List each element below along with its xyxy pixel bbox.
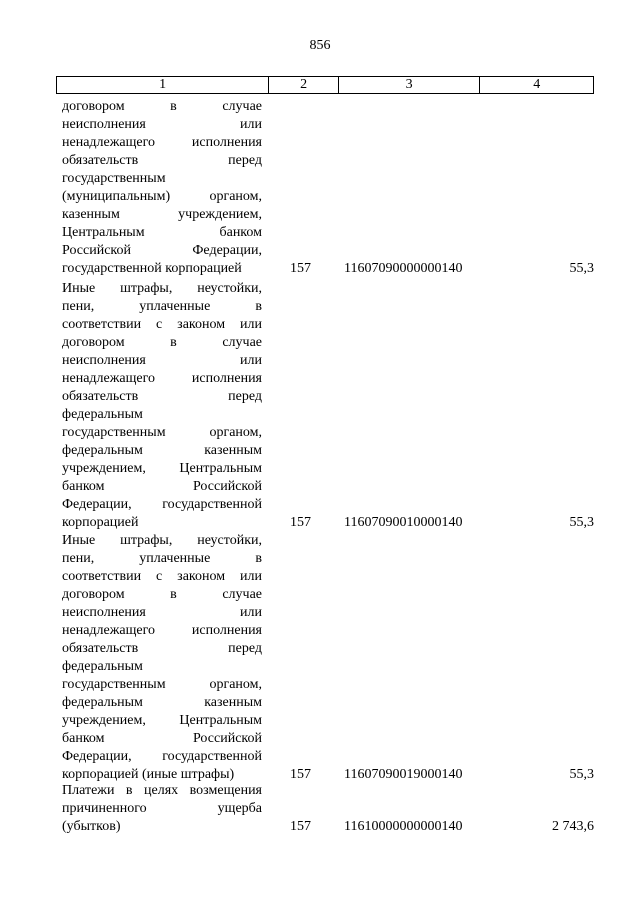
amount-cell: 55,3 — [569, 767, 594, 782]
description-line: соответствии с законом или — [62, 569, 262, 584]
description-line: причиненного ущерба — [62, 801, 262, 816]
kbk-cell: 11607090000000140 — [344, 261, 463, 276]
kbk-cell: 11607090019000140 — [344, 767, 463, 782]
header-col-3: 3 — [338, 77, 479, 93]
description-line: государственным органом, — [62, 677, 262, 692]
code-cell: 157 — [290, 261, 311, 276]
header-col-2: 2 — [268, 77, 338, 93]
code-cell: 157 — [290, 819, 311, 834]
code-cell: 157 — [290, 515, 311, 530]
description-line: казенным учреждением, — [62, 207, 262, 222]
description-line: ненадлежащего исполнения — [62, 135, 262, 150]
amount-cell: 55,3 — [569, 515, 594, 530]
description-line: неисполнения или — [62, 353, 262, 368]
description-line: банком Российской — [62, 479, 262, 494]
description-line: федеральным казенным — [62, 443, 262, 458]
description-line: федеральным — [62, 407, 143, 422]
description-line: Иные штрафы, неустойки, — [62, 533, 262, 548]
description-line: федеральным — [62, 659, 143, 674]
description-line: обязательств перед — [62, 389, 262, 404]
description-line: корпорацией — [62, 515, 139, 530]
description-line: пени, уплаченные в — [62, 551, 262, 566]
row-description — [62, 532, 262, 784]
description-line: договором в случае — [62, 335, 262, 350]
description-line: договором в случае — [62, 99, 262, 114]
amount-cell: 55,3 — [569, 261, 594, 276]
description-line: соответствии с законом или — [62, 317, 262, 332]
page-number: 856 — [309, 38, 331, 53]
description-line: пени, уплаченные в — [62, 299, 262, 314]
description-line: договором в случае — [62, 587, 262, 602]
description-line: обязательств перед — [62, 153, 262, 168]
description-line: неисполнения или — [62, 605, 262, 620]
header-col-4: 4 — [479, 77, 593, 93]
description-line: учреждением, Центральным — [62, 461, 262, 476]
description-line: Федерации, государственной — [62, 749, 262, 764]
description-line: ненадлежащего исполнения — [62, 623, 262, 638]
row-description — [62, 782, 262, 836]
header-col-1: 1 — [159, 77, 167, 92]
amount-cell: 2 743,6 — [552, 819, 594, 834]
description-line: Российской Федерации, — [62, 243, 262, 258]
description-line: корпорацией (иные штрафы) — [62, 767, 235, 782]
description-line: банком Российской — [62, 731, 262, 746]
description-line: Платежи в целях возмещения — [62, 783, 262, 798]
table-header — [56, 76, 594, 94]
description-line: государственным — [62, 171, 166, 186]
description-line: Иные штрафы, неустойки, — [62, 281, 262, 296]
description-line: обязательств перед — [62, 641, 262, 656]
description-line: учреждением, Центральным — [62, 713, 262, 728]
description-line: (муниципальным) органом, — [62, 189, 262, 204]
code-cell: 157 — [290, 767, 311, 782]
kbk-cell: 11610000000000140 — [344, 819, 463, 834]
description-line: (убытков) — [62, 819, 121, 834]
description-line: ненадлежащего исполнения — [62, 371, 262, 386]
row-description — [62, 98, 262, 278]
row-description — [62, 280, 262, 532]
kbk-cell: 11607090010000140 — [344, 515, 463, 530]
description-line: государственным органом, — [62, 425, 262, 440]
description-line: Центральным банком — [62, 225, 262, 240]
description-line: федеральным казенным — [62, 695, 262, 710]
description-line: неисполнения или — [62, 117, 262, 132]
description-line: Федерации, государственной — [62, 497, 262, 512]
description-line: государственной корпорацией — [62, 261, 242, 276]
